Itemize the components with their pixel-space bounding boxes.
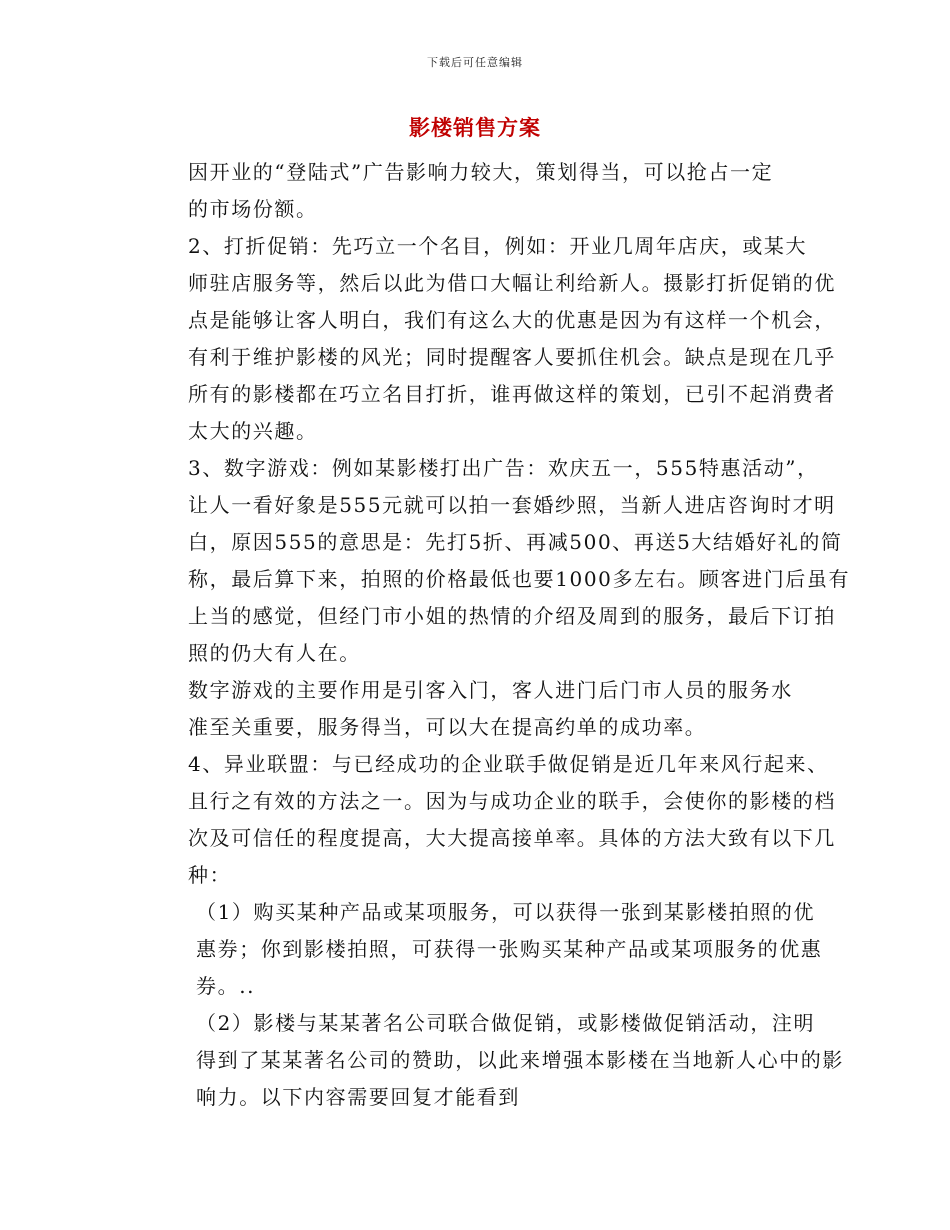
paragraph: [142, 228, 836, 450]
paragraph-line: 称，最后算下来，拍照的价格最低也要1000多左右。顾客进门后虽有: [188, 567, 851, 591]
paragraph-line: 且行之有效的方法之一。因为与成功企业的联手，会使你的影楼的档: [188, 789, 836, 813]
paragraph-line: 照的仍大有人在。: [188, 641, 361, 665]
paragraph-line: 所有的影楼都在巧立名目打折，谁再做这样的策划，已引不起消费者: [188, 382, 836, 406]
paragraph-line: 准至关重要，服务得当，可以大在提高约单的成功率。: [188, 715, 707, 739]
paragraph-line: 券。..: [196, 974, 256, 998]
paragraph-line: 白，原因555的意思是：先打5折、再减500、再送5大结婚好礼的简: [188, 530, 843, 554]
paragraph-line: 太大的兴趣。: [188, 419, 318, 443]
paragraph-line: 点是能够让客人明白，我们有这么大的优惠是因为有这样一个机会，: [188, 308, 836, 332]
paragraph: [142, 894, 823, 1005]
paragraph-line: （2）影楼与某某著名公司联合做促销，或影楼做促销活动，注明: [196, 1011, 816, 1035]
document-body: [142, 154, 851, 1116]
paragraph-line: 4、异业联盟：与已经成功的企业联手做促销是近几年来风行起来、: [188, 752, 829, 776]
paragraph-line: 的市场份额。: [188, 197, 318, 221]
paragraph-line: 3、数字游戏：例如某影楼打出广告：欢庆五一，555特惠活动”，: [188, 456, 819, 480]
paragraph-line: 得到了某某著名公司的赞助，以此来增强本影楼在当地新人心中的影: [196, 1048, 844, 1072]
paragraph: [142, 746, 836, 894]
paragraph-line: 2、打折促销：先巧立一个名目，例如：开业几周年店庆，或某大: [188, 234, 808, 258]
paragraph-line: （1）购买某种产品或某项服务，可以获得一张到某影楼拍照的优: [196, 900, 816, 924]
paragraph-line: 让人一看好象是555元就可以拍一套婚纱照，当新人进店咨询时才明: [188, 493, 836, 517]
paragraph-line: 响力。以下内容需要回复才能看到: [196, 1085, 520, 1109]
paragraph: [142, 1005, 844, 1116]
paragraph-line: 次及可信任的程度提高，大大提高接单率。具体的方法大致有以下几: [188, 826, 836, 850]
paragraph-line: 有利于维护影楼的风光；同时提醒客人要抓住机会。缺点是现在几乎: [188, 345, 836, 369]
paragraph: [142, 672, 818, 746]
paragraph: [142, 450, 851, 672]
paragraph: [142, 154, 818, 228]
paragraph-line: 因开业的“登陆式”广告影响力较大，策划得当，可以抢占一定: [188, 160, 774, 184]
paragraph-line: 种：: [188, 863, 232, 887]
document-title: 影楼销售方案: [409, 115, 541, 140]
paragraph-line: 数字游戏的主要作用是引客入门，客人进门后门市人员的服务水: [188, 678, 793, 702]
paragraph-line: 师驻店服务等，然后以此为借口大幅让利给新人。摄影打折促销的优: [188, 271, 836, 295]
paragraph-line: 上当的感觉，但经门市小姐的热情的介绍及周到的服务，最后下订拍: [188, 604, 836, 628]
paragraph-line: 惠券；你到影楼拍照，可获得一张购买某种产品或某项服务的优惠: [196, 937, 823, 961]
header-note: 下载后可任意编辑: [427, 56, 523, 69]
